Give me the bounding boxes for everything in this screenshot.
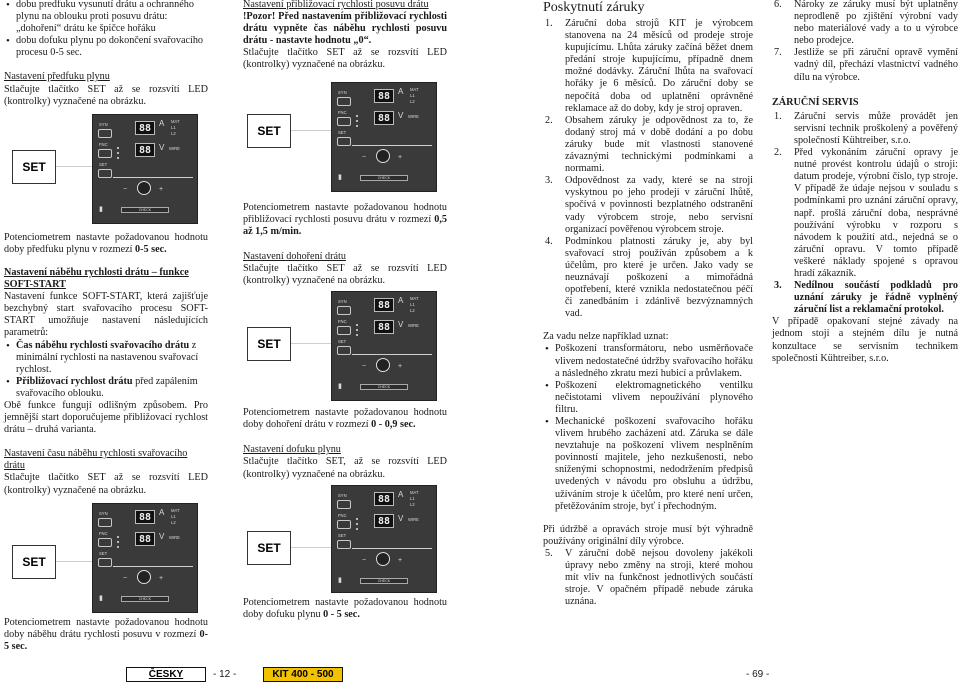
udrzba-text: Při údržbě a opravách stroje musí být výhradně používány originální díly výrobce. bbox=[543, 523, 753, 547]
warranty-list-continued-2 bbox=[772, 0, 958, 84]
vady-list bbox=[543, 343, 753, 512]
section-title-posuv: Nastavení přibližovací rychlosti posuvu drátu bbox=[243, 0, 429, 10]
led-indicator bbox=[356, 518, 358, 520]
led-indicator bbox=[117, 541, 119, 543]
column-1 bbox=[4, 0, 208, 653]
wire-label: WIRE bbox=[408, 323, 419, 329]
led-indicator bbox=[356, 329, 358, 331]
bullet-rest: z minimální rychlosti na nastavenou svařovací rychlost. bbox=[16, 339, 199, 375]
set-small-label: SET bbox=[338, 129, 347, 135]
check-button[interactable]: CHECK bbox=[360, 175, 408, 181]
connector-line bbox=[291, 130, 333, 131]
v-letter: V bbox=[398, 513, 404, 523]
connector-line bbox=[291, 547, 333, 548]
final-text: V případě opakovaní stejné závady na jednom stoji a stejném dílu je nutná konzultace se servisním technikem společnosti Kühtreiber, s.r.o. bbox=[772, 316, 958, 364]
wire-label: WIRE bbox=[169, 145, 180, 151]
a-letter: A bbox=[398, 86, 404, 96]
check-button[interactable]: CHECK bbox=[121, 207, 169, 213]
item-text: Záruční doba strojů KIT je výrobcem stanovena na 24 měsíců od prodeje stroje kupujícímu. Lhůta záruky začíná běžet dnem předání stroje kupujícímu, případně dnem možné dodávky. Záruční lhůta na svařovací hořáky je 6 měsíců. Do záruční doby se nepočítá doba od uplatnění oprávněné reklamace až do doby, kdy je stroj opraven. bbox=[565, 18, 753, 114]
led-indicator bbox=[117, 536, 119, 538]
led-indicator bbox=[356, 125, 358, 127]
set-small-label: SET bbox=[99, 550, 108, 556]
bullet-bold: Čas náběhu rychlosti svařovacího drátu bbox=[16, 339, 190, 351]
list-item: 2. Obsahem záruky je odpovědnost za to, že dodaný stroj má v době dodání a po dobu záruky bude mít vlastnosti stanovené závaznými technickými podmínkami a normami. bbox=[545, 114, 753, 175]
v-letter: V bbox=[398, 320, 404, 330]
led-indicator bbox=[117, 546, 119, 548]
item-text: Podmínkou platnosti záruky je, aby byl svařovací stroj používán způsobem a k účelům, pro které je určen. Jako vady se neuznávají poškození a mimořádná opotřebení, které vznikla nedostatečnou péčí či zanedbáním i zdánlivě bezvýznamných vad. bbox=[565, 235, 753, 320]
set-label-box: SET bbox=[247, 531, 291, 565]
mat-label: MAT bbox=[410, 296, 419, 302]
torch-icon: ▮ bbox=[338, 173, 342, 181]
syn-label: SYN bbox=[338, 299, 347, 305]
column-4 bbox=[772, 0, 958, 365]
led-indicator bbox=[117, 157, 119, 159]
caption-text: Potenciometrem nastavte požadovanou hodnotu doby dohoření drátu v rozmezí bbox=[243, 407, 447, 431]
mat-label: MAT bbox=[171, 118, 180, 124]
led-indicator bbox=[117, 152, 119, 154]
item-text: Poškození transformátoru, nebo usměrňovače vlivem nedostatečné údržby svařovacího hořáku a následného zkratu mezi hubicí a průvlakem. bbox=[555, 343, 753, 379]
l2-label: L2 bbox=[171, 519, 176, 525]
a-letter: A bbox=[398, 489, 404, 499]
syn-label: SYN bbox=[338, 89, 347, 95]
l1-label: L1 bbox=[410, 92, 415, 98]
v-letter: V bbox=[159, 142, 165, 152]
footer-brand-right: KIT 400 - 500 bbox=[263, 667, 343, 682]
column-2 bbox=[243, 0, 447, 621]
caption-range: 0-5 sec. bbox=[135, 243, 167, 255]
led-indicator bbox=[356, 324, 358, 326]
posuv-caption bbox=[243, 202, 447, 238]
softstart-text: Nastavení funkce SOFT-START, která zajišťuje bezchybný start svařovacího procesu SOFT-START umožňuje nastavení následujících parametrů: bbox=[4, 291, 208, 339]
list-item: 7. Jestliže se při záruční opravě vymění vadný díl, přechází vlastnictví vadného dílu na výrobce. bbox=[774, 47, 958, 83]
led-indicator bbox=[356, 334, 358, 336]
dofuk-instruction: Stlačujte tlačítko SET, až se rozsvítí LED (kontrolky) vyznačené na obrázku. bbox=[243, 456, 447, 480]
connector-line bbox=[56, 561, 94, 562]
list-item: 1. Záruční servis může provádět jen servisní technik proškolený a pověřený společností Kühtreiber, s.r.o. bbox=[774, 110, 958, 146]
warranty-list bbox=[543, 18, 753, 320]
fnc-button[interactable] bbox=[337, 117, 351, 126]
led-indicator bbox=[117, 147, 119, 149]
caption-text: Potenciometrem nastavte požadovanou hodnotu doby dofuku plynu bbox=[243, 596, 447, 620]
predfuk-caption bbox=[4, 232, 208, 256]
fnc-label: FNC bbox=[99, 141, 108, 147]
control-panel bbox=[331, 485, 437, 593]
posuv-instruction: Stlačujte tlačítko SET až se rozsvítí LED (kontrolky) vyznačené na obrázku. bbox=[243, 47, 447, 71]
plus-sign-icon: + bbox=[398, 556, 403, 564]
set-small-label: SET bbox=[338, 339, 347, 345]
control-panel bbox=[331, 291, 437, 401]
torch-icon: ▮ bbox=[99, 205, 103, 213]
list-item: 1. Záruční doba strojů KIT je výrobcem stanovena na 24 měsíců od prodeje stroje kupujícímu. Lhůta záruky začíná běžet dnem předání stroje kupujícímu, případně dnem možné dodávky. Záruční lhůta na svařovací hořáky je 6 měsíců. Do záruční doby se nepočítá doba od uplatnění oprávněné reklamace až do doby, kdy je stroj opraven. bbox=[545, 18, 753, 114]
minus-sign-icon: − bbox=[362, 153, 367, 161]
connector-line bbox=[291, 343, 333, 344]
servis-title: ZÁRUČNÍ SERVIS bbox=[772, 96, 859, 108]
potentiometer-knob[interactable] bbox=[376, 149, 390, 163]
figure-predfuk bbox=[4, 108, 208, 232]
syn-button[interactable] bbox=[337, 97, 351, 106]
list-item: 2. Před vykonáním záruční opravy je nutné provést kontrolu údajů o stroji: datum prodeje, výrobní číslo, typ stroje. V případě že údaje nejsou v souladu s podmínkami pro uznání záruční opravy, např. prošlá záruční doba, nesprávné používání výrobku v rozporu s návodem k použití atd., nejedná se o záruční opravu. V tomto případě veškeré náklady spojené s opravou hradí zákazník. bbox=[774, 147, 958, 279]
section-title-softstart: Nastavení náběhu rychlosti drátu – funkce SOFT-START bbox=[4, 266, 189, 291]
caption-text: Potenciometrem nastavte požadovanou hodnotu přibližovací rychlosti posuvu drátu v rozmezí bbox=[243, 201, 447, 225]
footer-page-left: - 12 - bbox=[213, 669, 237, 680]
softstart-after: Obě funkce fungují odlišným způsobem. Pro jemnější start doporučujeme přibližovací rychlost drátu – druhá varianta. bbox=[4, 399, 208, 436]
l2-label: L2 bbox=[410, 98, 415, 104]
column-3 bbox=[543, 0, 753, 608]
item-text: V záruční době nejsou dovoleny jakékoli úpravy nebo změny na stroji, které mohou mít vliv na funkčnost jednotlivých součástí stroje. V opačném případě nebude záruka uznána. bbox=[565, 547, 753, 608]
warranty-list-continued bbox=[543, 548, 753, 608]
caption-range: 0 - 5 sec. bbox=[323, 608, 360, 620]
bullet-rest: před zapálením svařovacího oblouku. bbox=[16, 375, 198, 399]
torch-icon: ▮ bbox=[99, 594, 103, 602]
mat-label: MAT bbox=[410, 86, 419, 92]
figure-dohoreni bbox=[243, 287, 447, 407]
warranty-title: Poskytnutí záruky bbox=[543, 0, 645, 15]
set-button[interactable] bbox=[98, 558, 112, 567]
item-text: Obsahem záruky je odpovědnost za to, že dodaný stroj má v době dodání a po dobu záruky bude mít vlastnosti stanovené závaznými technickými podmínkami a normami. bbox=[565, 114, 753, 175]
a-letter: A bbox=[159, 118, 165, 128]
torch-icon: ▮ bbox=[338, 383, 342, 391]
v-letter: V bbox=[159, 531, 165, 541]
caption-range: 0-5 sec. bbox=[4, 628, 209, 652]
nabeh-instruction: Stlačujte tlačítko SET až se rozsvítí LED (kontrolky) vyznačené na obrázku. bbox=[4, 472, 208, 496]
list-item bbox=[4, 376, 208, 400]
fnc-button[interactable] bbox=[98, 538, 112, 547]
minus-sign-icon: − bbox=[362, 363, 367, 371]
section-title-dofuk: Nastavení dofuku plynu bbox=[243, 444, 341, 456]
check-button[interactable]: CHECK bbox=[121, 596, 169, 602]
caption-text: Potenciometrem nastavte požadovanou hodnotu doby náběhu drátu rychlosti posuvu v rozmezí bbox=[4, 616, 208, 640]
display-a: 88 bbox=[135, 121, 155, 135]
potentiometer-knob[interactable] bbox=[137, 181, 151, 195]
syn-button[interactable] bbox=[98, 518, 112, 527]
v-letter: V bbox=[398, 110, 404, 120]
l1-label: L1 bbox=[410, 495, 415, 501]
set-button[interactable] bbox=[337, 346, 351, 355]
list-item: 4. Podmínkou platnosti záruky je, aby byl svařovací stroj používán způsobem a k účelům, pro které je určen. Jako vady se neuznávají poškození a mimořádná opotřebení, které vznikla nedostatečnou péčí či zanedbáním i zdánlivě bezvýznamných vad. bbox=[545, 235, 753, 320]
item-text: Mechanické poškození svařovacího hořáku vlivem hrubého zacházení atd. Záruka se dále nevztahuje na poškození vlivem nesplněním povinností majitele, jeho nezkušenosti, nebo sníženými schopnostmi, nedodržením předpisů uvedených v návodu pro obsluhu a údržbu, užíváním stroje k účelům, pro které není určen, přetěžováním stroje, byť i přechodným. bbox=[555, 416, 753, 512]
wire-label: WIRE bbox=[408, 113, 419, 119]
caption-text: Potenciometrem nastavte požadovanou hodnotu doby předfuku plynu v rozmezí bbox=[4, 231, 208, 255]
check-button[interactable]: CHECK bbox=[360, 384, 408, 390]
minus-sign-icon: − bbox=[123, 185, 128, 193]
display-a: 88 bbox=[374, 89, 394, 103]
list-item bbox=[543, 343, 753, 379]
figure-dofuk bbox=[243, 481, 447, 597]
vady-intro: Za vadu nelze například uznat: bbox=[543, 331, 669, 343]
control-panel bbox=[92, 503, 198, 613]
syn-button[interactable] bbox=[98, 129, 112, 138]
plus-sign-icon: + bbox=[398, 363, 403, 371]
dohoreni-instruction: Stlačujte tlačítko SET až se rozsvítí LED (kontrolky) vyznačené na obrázku. bbox=[243, 262, 447, 287]
fnc-label: FNC bbox=[338, 512, 347, 518]
panel-line bbox=[352, 145, 432, 146]
display-a: 88 bbox=[374, 298, 394, 312]
set-label-box: SET bbox=[247, 327, 291, 361]
l1-label: L1 bbox=[171, 513, 176, 519]
item-text: Záruční servis může provádět jen servisní technik proškolený a pověřený společností Kühtreiber, s.r.o. bbox=[794, 110, 958, 146]
nabeh-caption bbox=[4, 617, 208, 653]
set-label-box: SET bbox=[247, 114, 291, 148]
led-indicator bbox=[356, 115, 358, 117]
predfuk-instruction: Stlačujte tlačítko SET až se rozsvítí LED (kontrolky) vyznačené na obrázku. bbox=[4, 83, 208, 107]
panel-line bbox=[113, 177, 193, 178]
intro-bullet-list bbox=[4, 0, 208, 59]
display-v: 88 bbox=[135, 532, 155, 546]
potentiometer-knob[interactable] bbox=[376, 358, 390, 372]
set-small-label: SET bbox=[338, 532, 347, 538]
minus-sign-icon: − bbox=[123, 574, 128, 582]
l2-label: L2 bbox=[171, 130, 176, 136]
dofuk-caption bbox=[243, 597, 447, 621]
potentiometer-knob[interactable] bbox=[137, 570, 151, 584]
fnc-label: FNC bbox=[99, 530, 108, 536]
list-item bbox=[543, 416, 753, 513]
bullet-bold: Přibližovací rychlost drátu bbox=[16, 375, 133, 387]
check-button[interactable]: CHECK bbox=[360, 578, 408, 584]
set-button[interactable] bbox=[337, 540, 351, 549]
caption-range: 0 - 0,9 sec. bbox=[371, 419, 416, 431]
display-v: 88 bbox=[374, 111, 394, 125]
set-label-box: SET bbox=[12, 545, 56, 579]
display-v: 88 bbox=[374, 514, 394, 528]
display-a: 88 bbox=[374, 492, 394, 506]
list-item bbox=[543, 380, 753, 416]
l1-label: L1 bbox=[171, 124, 176, 130]
set-button[interactable] bbox=[337, 137, 351, 146]
fnc-button[interactable] bbox=[98, 149, 112, 158]
figure-posuv bbox=[243, 72, 447, 202]
list-item: 3. Nedílnou součástí podkladů pro uznání záruky je řádně vyplněný záruční list a reklamační protokol. bbox=[774, 280, 958, 316]
plus-sign-icon: + bbox=[398, 153, 403, 161]
torch-icon: ▮ bbox=[338, 576, 342, 584]
syn-label: SYN bbox=[338, 492, 347, 498]
section-title-dohoreni: Nastavení dohoření drátu bbox=[243, 250, 346, 262]
set-button[interactable] bbox=[98, 169, 112, 178]
syn-button[interactable] bbox=[337, 306, 351, 315]
figure-nabeh bbox=[4, 497, 208, 617]
led-indicator bbox=[356, 523, 358, 525]
plus-sign-icon: + bbox=[159, 185, 164, 193]
fnc-button[interactable] bbox=[337, 326, 351, 335]
softstart-bullet-list bbox=[4, 340, 208, 400]
list-item: 6. Nároky ze záruky musí být uplatněny neprodleně po zjištění výrobní vady nebo materiálové vady a to u výrobce nebo prodejce. bbox=[774, 0, 958, 47]
list-item: 3. Odpovědnost za vady, které se na stroji vyskytnou po jeho prodeji v záruční lhůtě, spočívá v povinnosti bezplatného odstranění vady výrobcem stroje, nebo servisní organizací pověřenou výrobcem stroje. bbox=[545, 175, 753, 235]
panel-line bbox=[113, 566, 193, 567]
display-v: 88 bbox=[374, 320, 394, 334]
minus-sign-icon: − bbox=[362, 556, 367, 564]
item-text: Před vykonáním záruční opravy je nutné provést kontrolu údajů o stroji: datum prodeje, výrobní číslo, typ stroje. V případě že údaje nejsou v souladu s podmínkami pro uznání záruční opravy, např. prošlá záruční doba, nesprávné používání výrobku v rozporu s návodem k použití atd., nejedná se o záruční opravu. V tomto případě veškeré náklady spojené s opravou hradí zákazník. bbox=[794, 147, 958, 279]
plus-sign-icon: + bbox=[159, 574, 164, 582]
display-v: 88 bbox=[135, 143, 155, 157]
list-item bbox=[4, 35, 208, 59]
control-panel bbox=[331, 82, 437, 192]
connector-line bbox=[56, 166, 94, 167]
item-text: Odpovědnost za vady, které se na stroji vyskytnou po jeho prodeji v záruční lhůtě, spočívá v povinnosti bezplatného odstranění vady výrobcem stroje, nebo servisní organizací pověřenou výrobcem stroje. bbox=[565, 175, 753, 235]
footer-page-right: - 69 - bbox=[746, 669, 770, 680]
list-item: 5. V záruční době nejsou dovoleny jakékoli úpravy nebo změny na stroji, které mohou mít vliv na funkčnost jednotlivých součástí stroje. V opačném případě nebude záruka uznána. bbox=[545, 547, 753, 608]
panel-line bbox=[352, 354, 432, 355]
led-indicator bbox=[356, 120, 358, 122]
fnc-button[interactable] bbox=[337, 520, 351, 529]
item-text: Jestliže se při záruční opravě vymění vadný díl, přechází vlastnictví vadného dílu na výrobce. bbox=[794, 47, 958, 83]
display-a: 88 bbox=[135, 510, 155, 524]
list-item bbox=[4, 0, 208, 35]
led-indicator bbox=[356, 528, 358, 530]
fnc-label: FNC bbox=[338, 109, 347, 115]
syn-label: SYN bbox=[99, 121, 108, 127]
dohoreni-caption bbox=[243, 407, 447, 431]
servis-list bbox=[772, 111, 958, 317]
a-letter: A bbox=[398, 296, 404, 306]
section-title-nabeh: Nastavení času náběhu rychlosti svařovacího drátu bbox=[4, 448, 188, 472]
potentiometer-knob[interactable] bbox=[376, 552, 390, 566]
a-letter: A bbox=[159, 507, 165, 517]
syn-button[interactable] bbox=[337, 500, 351, 509]
mat-label: MAT bbox=[410, 489, 419, 495]
bullet-text: dobu dofuku plynu po dokončení svařovacího procesu 0-5 sec. bbox=[16, 35, 204, 59]
caption-range: 0,5 až 1,5 m/min. bbox=[243, 213, 448, 237]
footer-brand-left: ČESKY bbox=[126, 667, 206, 682]
set-label-box: SET bbox=[12, 150, 56, 184]
section-title-predfuk: Nastavení předfuku plynu bbox=[4, 71, 110, 83]
item-text: Nedílnou součástí podkladů pro uznání záruky je řádně vyplněný záruční list a reklamační protokol. bbox=[794, 280, 958, 316]
control-panel bbox=[92, 114, 198, 224]
mat-label: MAT bbox=[171, 507, 180, 513]
l1-label: L1 bbox=[410, 302, 415, 308]
wire-label: WIRE bbox=[408, 516, 419, 522]
l2-label: L2 bbox=[410, 308, 415, 314]
item-text: Nároky ze záruky musí být uplatněny neprodleně po zjištění výrobní vady nebo materiálové vady a to u výrobce nebo prodejce. bbox=[794, 0, 958, 47]
item-text: Poškození elektromagnetického ventilku nečistotami vlivem nepoužívání plynového filtru. bbox=[555, 379, 753, 415]
wire-label: WIRE bbox=[169, 534, 180, 540]
panel-line bbox=[352, 548, 432, 549]
l2-label: L2 bbox=[410, 501, 415, 507]
syn-label: SYN bbox=[99, 510, 108, 516]
list-item bbox=[4, 340, 208, 376]
set-small-label: SET bbox=[99, 161, 108, 167]
pozor-warning: !Pozor! Před nastavením přibližovací rychlosti drátu vypněte čas náběhu rychlosti posuvu drátu - nastavte hodnotu „0“. bbox=[243, 11, 447, 47]
fnc-label: FNC bbox=[338, 319, 347, 325]
bullet-text: dobu predfuku vysunutí drátu a ochranného plynu na oblouku proti posuvu drátu: „dohoření“ drátu ke špičce hořáku bbox=[16, 0, 194, 35]
